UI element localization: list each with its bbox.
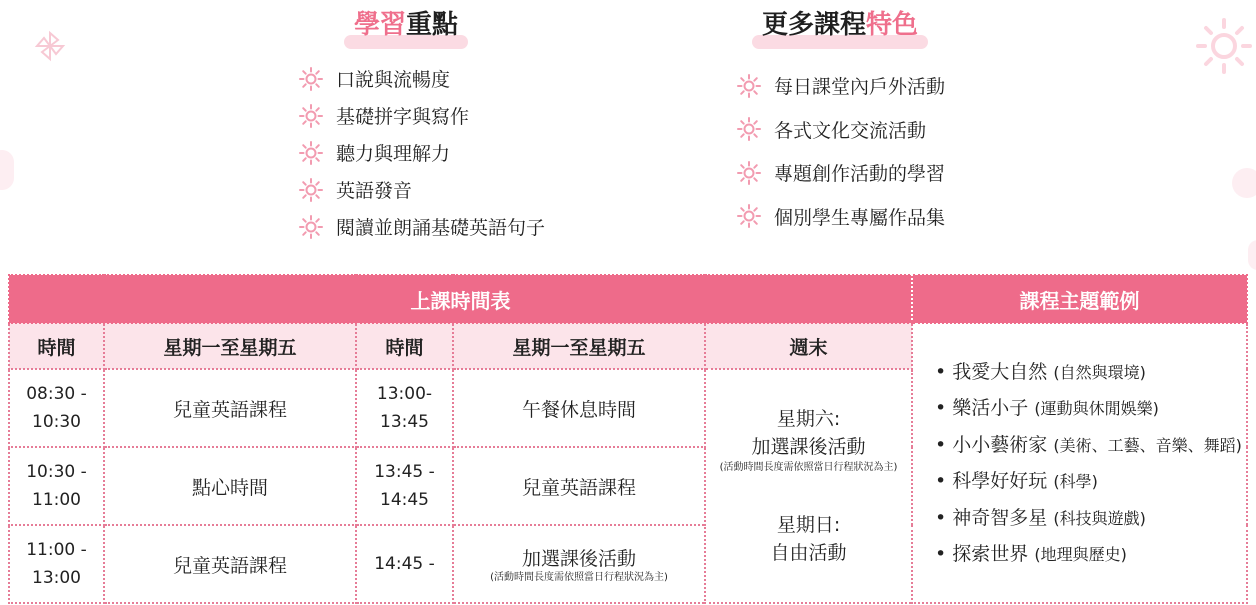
theme-item (935, 500, 1246, 537)
header-weekday-a: 星期一至星期五 (104, 323, 356, 369)
sun-icon (298, 177, 324, 203)
bullet-icon: • (935, 543, 947, 565)
activity-cell (453, 525, 705, 603)
learning-item-label: 閱讀並朗誦基礎英語句子 (336, 217, 546, 239)
activity-cell: 午餐休息時間 (453, 369, 705, 447)
learning-item-label: 聽力與理解力 (336, 143, 451, 165)
activity-cell: 兒童英語課程 (104, 525, 356, 603)
feature-item (736, 64, 945, 108)
theme-note: (地理與歷史) (1034, 545, 1127, 564)
theme-note: (科技與遊戲) (1053, 508, 1146, 528)
sunday-activity: 自由活動 (770, 542, 847, 564)
learning-item (298, 208, 545, 245)
sun-icon (298, 214, 324, 240)
features-title-rest: 更多課程 (762, 10, 867, 40)
bullet-icon: • (935, 470, 947, 492)
decor-blob-right-2 (1248, 240, 1256, 270)
learning-item (298, 134, 545, 171)
sun-icon (736, 203, 762, 229)
feature-item-label: 個別學生專屬作品集 (774, 206, 946, 229)
time-cell: 13:00- 13:45 (356, 369, 453, 447)
header-weekend: 週末 (705, 323, 912, 369)
theme-note: (美術、工藝、音樂、舞蹈) (1053, 435, 1242, 455)
theme-note: (科學) (1053, 472, 1098, 491)
time-cell: 13:45 - 14:45 (356, 447, 453, 525)
learning-item (298, 60, 545, 97)
weekend-cell (705, 369, 912, 603)
bullet-icon: • (935, 433, 947, 456)
sun-icon (298, 103, 324, 129)
learning-heading (350, 4, 462, 41)
feature-item (736, 108, 945, 152)
time-cell: 08:30 - 10:30 (9, 369, 104, 447)
bullet-icon: • (935, 397, 947, 419)
sun-icon (298, 66, 324, 92)
sunday-label: 星期日: (776, 514, 841, 536)
schedule-table (8, 274, 1248, 604)
feature-item-label: 各式文化交流活動 (774, 119, 927, 142)
bullet-icon: • (935, 360, 947, 383)
saturday-note: (活動時間長度需依照當日行程狀況為主) (719, 462, 898, 473)
theme-name: 樂活小子 (952, 397, 1029, 419)
sun-icon (298, 140, 324, 166)
feature-item (736, 195, 945, 239)
learning-item-label: 口說與流暢度 (336, 69, 451, 91)
decor-blob-left (0, 150, 14, 190)
theme-item (935, 427, 1246, 464)
theme-name: 科學好好玩 (952, 470, 1048, 492)
sun-icon (736, 73, 762, 99)
themes-banner: 課程主題範例 (912, 275, 1247, 323)
features-list (736, 64, 945, 238)
activity-cell: 兒童英語課程 (453, 447, 705, 525)
theme-item (935, 463, 1246, 500)
learning-item (298, 171, 545, 208)
theme-name: 我愛大自然 (952, 360, 1048, 383)
features-heading (758, 4, 922, 41)
saturday-activity: 加選課後活動 (751, 436, 866, 458)
theme-note: (自然與環境) (1053, 362, 1146, 382)
theme-item (935, 390, 1246, 427)
activity-note: (活動時間長度需依照當日行程狀況為主) (490, 571, 668, 583)
activity-cell: 點心時間 (104, 447, 356, 525)
feature-item (736, 151, 945, 195)
theme-item (935, 354, 1246, 391)
theme-name: 探索世界 (952, 543, 1029, 565)
learning-item (298, 97, 545, 134)
header-time-b: 時間 (356, 323, 453, 369)
header-weekday-b: 星期一至星期五 (453, 323, 705, 369)
learning-title-rest: 重點 (406, 10, 459, 40)
sun-icon (736, 160, 762, 186)
learning-title-accent: 學習 (354, 10, 407, 40)
features-title-accent: 特色 (866, 10, 919, 40)
feature-item-label: 每日課堂內戶外活動 (774, 76, 946, 99)
saturday-label: 星期六: (776, 408, 841, 430)
theme-name: 神奇智多星 (952, 506, 1048, 529)
sun-icon (736, 116, 762, 142)
themes-list (935, 354, 1246, 573)
activity-cell: 兒童英語課程 (104, 369, 356, 447)
decor-blob-right (1232, 168, 1256, 198)
time-cell: 11:00 - 13:00 (9, 525, 104, 603)
schedule-banner: 上課時間表 (9, 275, 912, 323)
pinwheel-icon (34, 30, 66, 62)
learning-item-label: 英語發音 (336, 180, 413, 202)
theme-note: (運動與休閒娛樂) (1034, 399, 1159, 418)
learning-item-label: 基礎拼字與寫作 (336, 106, 470, 128)
bullet-icon: • (935, 506, 947, 529)
themes-cell (912, 323, 1247, 603)
theme-item (935, 536, 1246, 573)
header-time-a: 時間 (9, 323, 104, 369)
time-cell: 14:45 - (356, 525, 453, 603)
time-cell: 10:30 - 11:00 (9, 447, 104, 525)
feature-item-label: 專題創作活動的學習 (774, 163, 946, 186)
theme-name: 小小藝術家 (952, 433, 1048, 456)
activity-main: 加選課後活動 (521, 547, 636, 570)
sun-icon (1194, 16, 1254, 76)
learning-list (298, 60, 545, 245)
